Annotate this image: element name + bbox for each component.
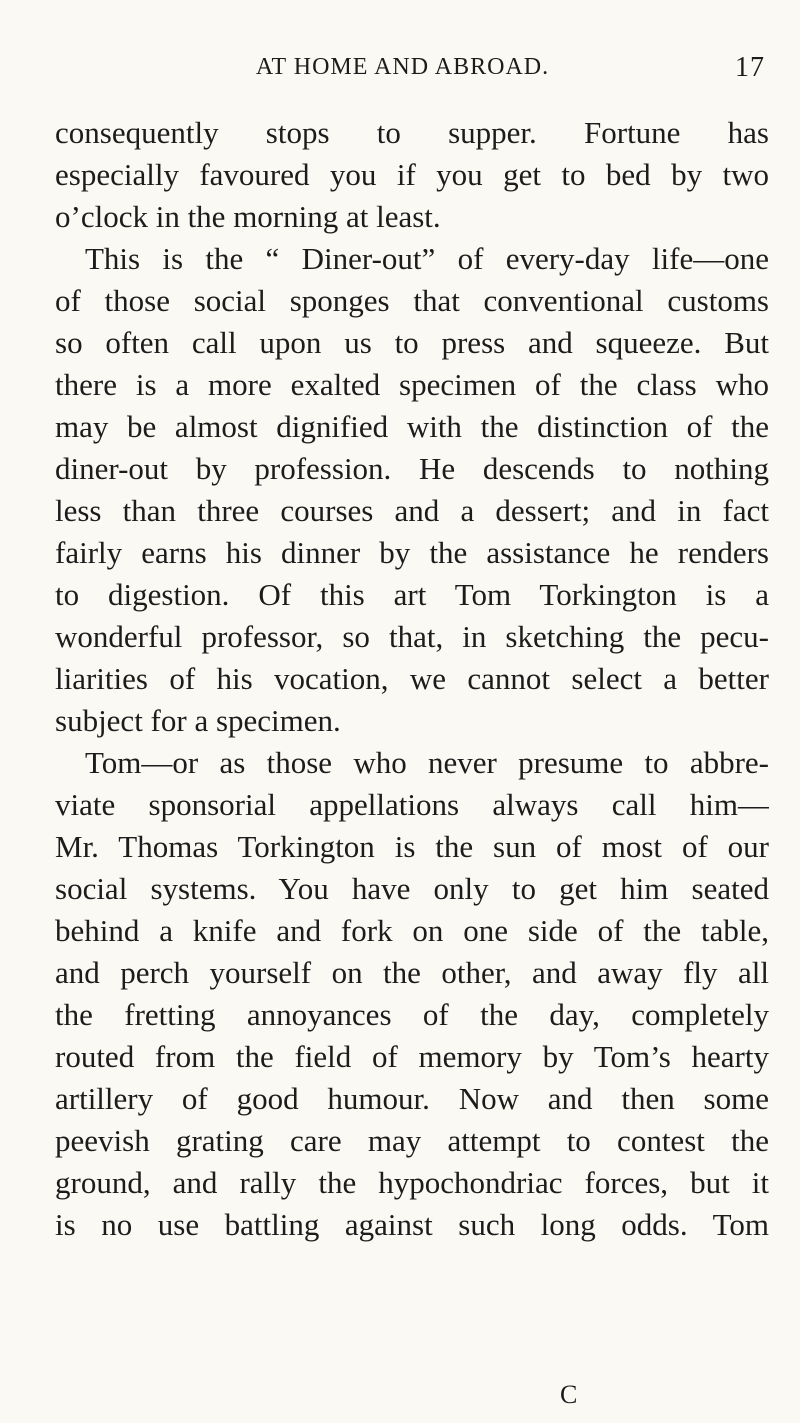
- text-line: social systems. You have only to get him seated: [55, 871, 769, 906]
- text-line: and perch yourself on the other, and away fly all: [55, 955, 769, 990]
- text-line: wonderful professor, so that, in sketching the pecu-: [55, 619, 769, 654]
- text-line: is no use battling against such long odds. Tom: [55, 1207, 769, 1242]
- running-head: [40, 50, 765, 90]
- text-line: to digestion. Of this art Tom Torkington is a: [55, 577, 769, 612]
- text-line: ground, and rally the hypochondriac forces, but it: [55, 1165, 769, 1200]
- body-text: [55, 112, 769, 1246]
- text-line: there is a more exalted specimen of the class who: [55, 367, 769, 402]
- text-line: routed from the field of memory by Tom’s hearty: [55, 1039, 769, 1074]
- signature-mark: C: [560, 1380, 578, 1409]
- text-line: This is the “ Diner-out” of every-day life—one: [85, 241, 769, 276]
- text-line: artillery of good humour. Now and then some: [55, 1081, 769, 1116]
- text-line: behind a knife and fork on one side of the table,: [55, 913, 769, 948]
- text-line: liarities of his vocation, we cannot select a better: [55, 661, 769, 696]
- text-line: the fretting annoyances of the day, completely: [55, 997, 769, 1032]
- text-line: may be almost dignified with the distinction of the: [55, 409, 769, 444]
- text-line: of those social sponges that conventional customs: [55, 283, 769, 318]
- page-number: 17: [735, 52, 765, 83]
- text-line: so often call upon us to press and squeeze. But: [55, 325, 769, 360]
- text-line: Tom—or as those who never presume to abbre-: [85, 745, 769, 780]
- running-title: AT HOME AND ABROAD.: [255, 54, 550, 80]
- text-line: o’clock in the morning at least.: [55, 199, 441, 234]
- text-line: less than three courses and a dessert; and in fact: [55, 493, 769, 528]
- text-line: peevish grating care may attempt to contest the: [55, 1123, 769, 1158]
- text-line: Mr. Thomas Torkington is the sun of most of our: [55, 829, 769, 864]
- text-line: especially favoured you if you get to bed by two: [55, 157, 769, 192]
- text-line: diner-out by profession. He descends to nothing: [55, 451, 769, 486]
- text-line: fairly earns his dinner by the assistance he renders: [55, 535, 769, 570]
- text-line: viate sponsorial appellations always call him—: [55, 787, 769, 822]
- text-line: consequently stops to supper. Fortune has: [55, 115, 769, 150]
- text-line: subject for a specimen.: [55, 703, 341, 738]
